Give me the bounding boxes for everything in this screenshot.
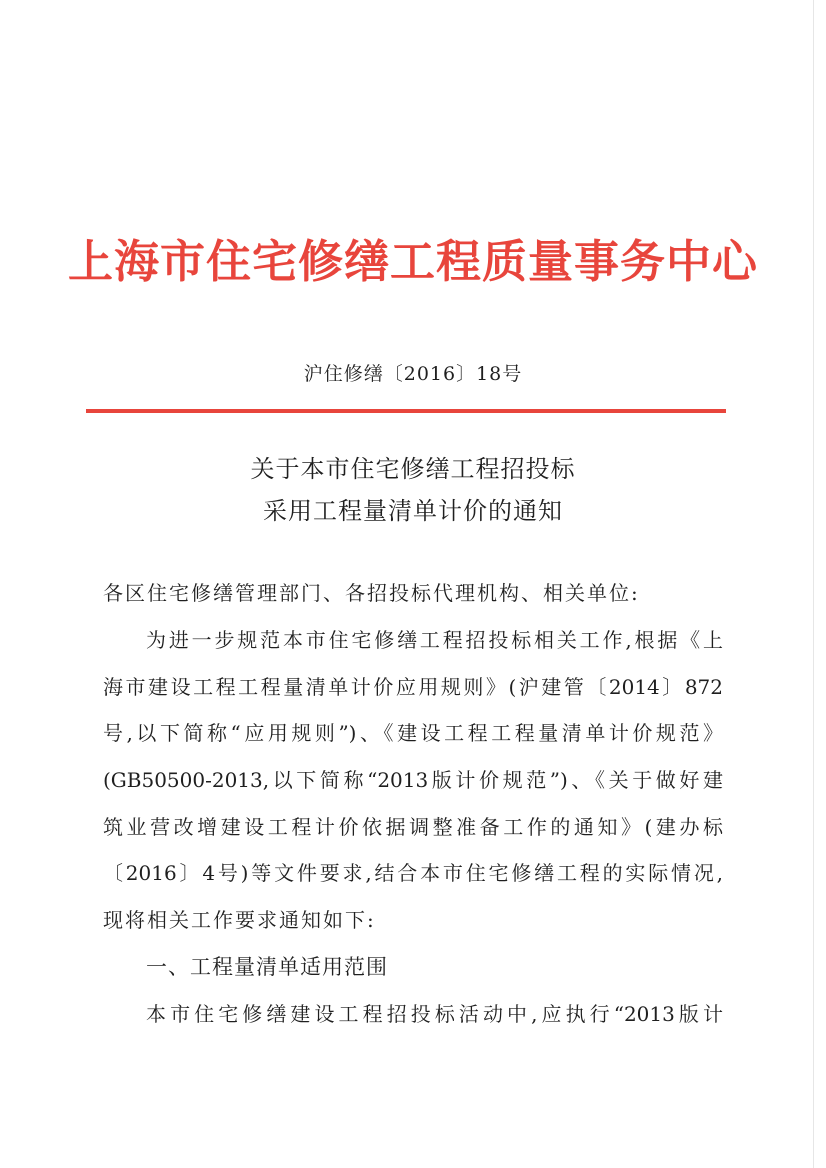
paragraph-line: 现将相关工作要求通知如下: bbox=[103, 908, 376, 932]
paragraph-line: (GB50500-2013,以下简称“2013版计价规范”)、《关于做好建 bbox=[103, 768, 723, 792]
page-edge bbox=[813, 0, 814, 1168]
notice-title-line-2: 采用工程量清单计价的通知 bbox=[263, 497, 563, 525]
section-text-line: 本市住宅修缮建设工程招投标活动中,应执行“2013版计 bbox=[146, 1002, 723, 1026]
red-divider bbox=[86, 409, 726, 413]
salutation: 各区住宅修缮管理部门、各招投标代理机构、相关单位: bbox=[103, 581, 640, 605]
paragraph-line: 筑业营改增建设工程计价依据调整准备工作的通知》(建办标 bbox=[103, 815, 723, 839]
paragraph-line: 号,以下简称“应用规则”)、《建设工程工程量清单计价规范》 bbox=[103, 721, 723, 745]
paragraph-line: 为进一步规范本市住宅修缮工程招投标相关工作,根据《上 bbox=[146, 628, 723, 652]
document-number: 沪住修缮〔2016〕18号 bbox=[303, 363, 523, 385]
organization-title: 上海市住宅修缮工程质量事务中心 bbox=[67, 235, 758, 288]
notice-title-line-1: 关于本市住宅修缮工程招投标 bbox=[250, 455, 576, 483]
section-heading: 一、工程量清单适用范围 bbox=[146, 955, 388, 979]
paragraph-line: 海市建设工程工程量清单计价应用规则》(沪建管〔2014〕872 bbox=[103, 675, 723, 699]
paragraph-line: 〔2016〕4号)等文件要求,结合本市住宅修缮工程的实际情况, bbox=[103, 861, 723, 885]
